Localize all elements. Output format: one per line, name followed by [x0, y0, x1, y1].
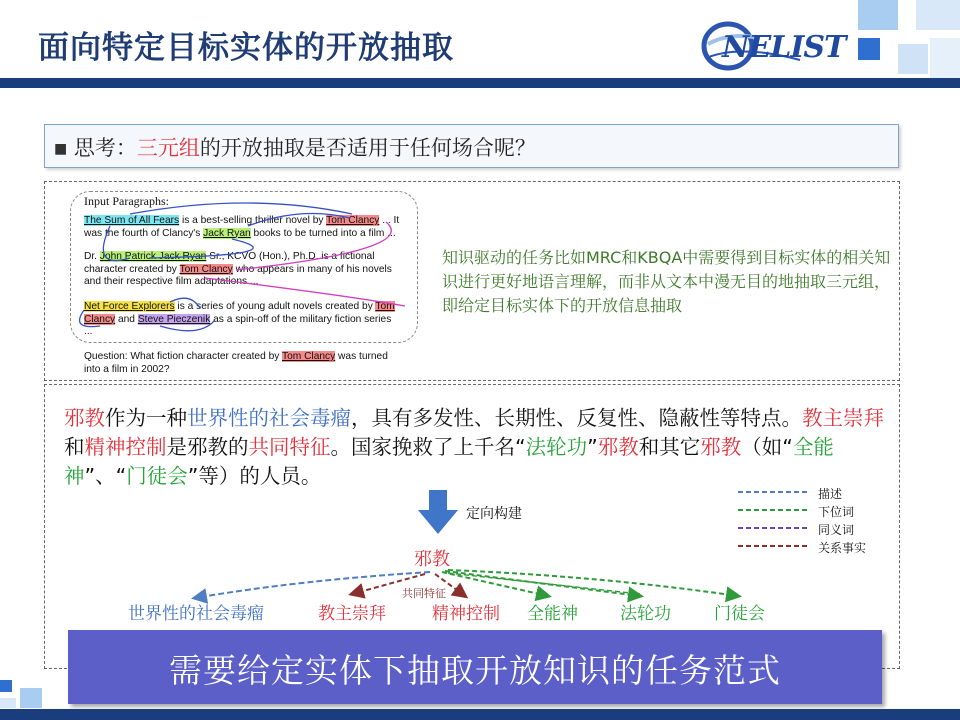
- root-node: 邪教: [414, 549, 450, 570]
- entity-tom-clancy: Tom Clancy: [326, 215, 380, 226]
- down-arrow-icon: [418, 490, 458, 534]
- bullet-icon: ■: [54, 141, 68, 157]
- deco-square: [930, 38, 960, 78]
- node-mind-control: 精神控制: [432, 604, 500, 624]
- arrow-label: 定向构建: [466, 506, 522, 522]
- case-paragraph: 邪教作为一种世界性的社会毒瘤，具有多发性、长期性、反复性、隐蔽性等特点。教主崇拜和精神控制是邪教的共同特征。国家挽救了上千名“法轮功”邪教和其它邪教（如“全能神”、“门徒会”等）的人员。: [64, 406, 884, 488]
- header-bar: [0, 78, 960, 88]
- example-paragraph-1: The Sum of All Fears is a best-selling thriller novel by Tom Clancy ... It was the fourth of Clancy's Jack Ryan books to be turned into a film ...: [84, 215, 400, 239]
- question-text: [54, 132, 536, 162]
- entity-sum-of-all-fears: The Sum of All Fears: [84, 215, 180, 226]
- deco-square: [916, 0, 960, 30]
- deco-square: [858, 38, 880, 60]
- entity-jack-ryan: Jack Ryan: [203, 227, 251, 239]
- legend-relation: 关系事实: [818, 541, 867, 555]
- deco-square: [20, 688, 42, 708]
- entity-tom-clancy: Tom: [375, 301, 395, 312]
- entity-net-force-explorers: Net Force Explorers: [84, 301, 175, 312]
- task-note: 知识驱动的任务比如MRC和KBQA中需要得到目标实体的相关知识进行更好地语言理解，而非从文本中漫无目的地抽取三元组，即给定目标实体下的开放信息抽取: [442, 248, 891, 315]
- node-leader-worship: 教主崇拜: [318, 604, 386, 624]
- footer-bar: [0, 709, 960, 720]
- legend-hyponym: 下位词: [818, 505, 855, 519]
- node-falungong: 法轮功: [620, 604, 671, 624]
- question-suffix: 的开放抽取是否适用于任何场合呢？: [199, 136, 536, 160]
- logo: [700, 14, 846, 72]
- slide-title: 面向特定目标实体的开放抽取: [38, 30, 454, 66]
- deco-square: [858, 0, 898, 30]
- node-mentuhui: 门徒会: [714, 604, 765, 624]
- legend-lines: [736, 484, 816, 554]
- example-question: Question: What fiction character created by Tom Clancy was turned into a film in 2002?: [84, 351, 388, 375]
- node-quannengshen: 全能神: [527, 604, 578, 624]
- deco-square: [0, 698, 16, 708]
- node-social-tumor: 世界性的社会毒瘤: [128, 604, 264, 624]
- question-prefix: 思考：: [73, 136, 137, 160]
- legend-synonym: 同义词: [818, 523, 855, 537]
- callout-banner-text: 需要给定实体下抽取开放知识的任务范式: [169, 651, 781, 690]
- input-heading: Input Paragraphs:: [84, 194, 169, 208]
- entity-tom-clancy: Tom Clancy: [282, 351, 336, 362]
- entity-steve-pieczenik: Steve Pieczenik: [137, 313, 211, 325]
- entity-clancy: Clancy: [84, 313, 116, 325]
- question-highlight: 三元组: [136, 136, 200, 160]
- deco-square: [0, 680, 12, 692]
- shared-feature-label: 共同特征: [402, 587, 446, 600]
- example-paragraph-3: Net Force Explorers is a series of young adult novels created by Tom Clancy and Steve Pieczenik as a spin-off of the military fiction series ...: [84, 301, 395, 337]
- legend-desc: 描述: [818, 487, 843, 501]
- entity-john-patrick-jack-ryan: John Patrick Jack Ryan: [99, 251, 207, 262]
- logo-text: NELIST: [722, 30, 846, 65]
- entity-tom-clancy: Tom Clancy: [179, 263, 233, 275]
- example-paragraph-2: Dr. John Patrick Jack Ryan Sr., KCVO (Hon.), Ph.D. is a fictional character created by Tom Clancy who appears in many of his novels and their respective film adaptations ...: [84, 251, 392, 287]
- deco-square: [898, 44, 928, 74]
